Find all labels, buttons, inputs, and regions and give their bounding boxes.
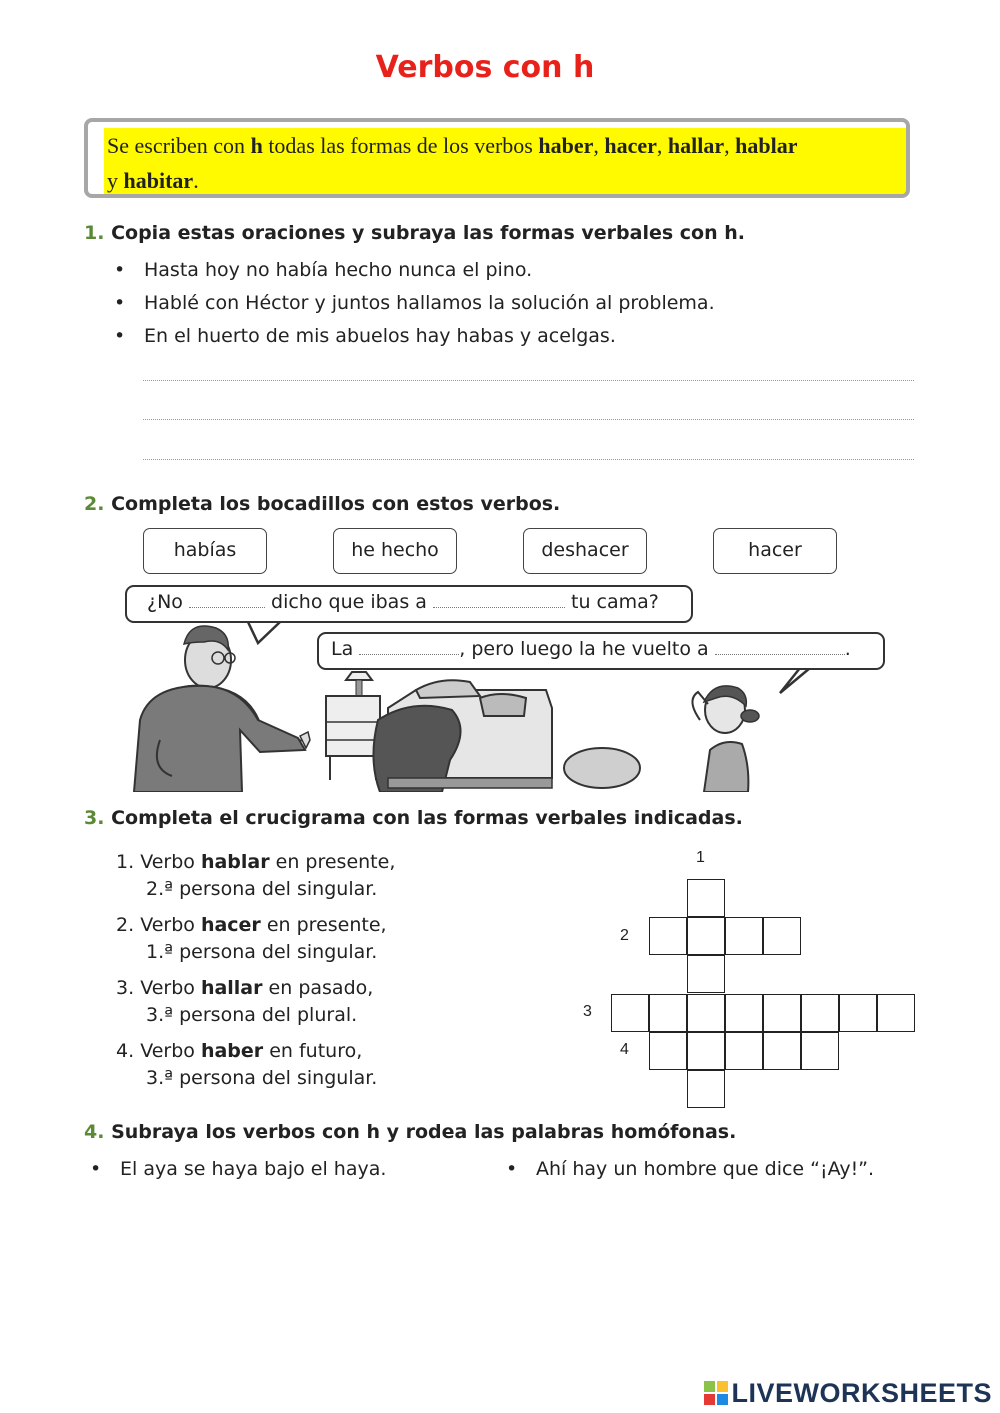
crossword-cell[interactable] (649, 917, 687, 955)
crossword-cell[interactable] (763, 994, 801, 1032)
rug (564, 748, 640, 788)
clue-3: 3. Verbo hallar en pasado, 3.ª persona del plural. (116, 977, 374, 1026)
question-3-text: Completa el crucigrama con las formas verbales indicadas. (111, 807, 743, 829)
crossword-cell[interactable] (687, 1032, 725, 1070)
crossword-cell[interactable] (725, 994, 763, 1032)
question-2-number: 2. (84, 493, 105, 515)
question-1-heading (84, 222, 745, 244)
bubble-1-blank-2[interactable] (433, 589, 565, 608)
man-figure (134, 626, 310, 792)
question-3-number: 3. (84, 807, 105, 829)
crossword-cell[interactable] (687, 1070, 725, 1108)
crossword-cell[interactable] (725, 1032, 763, 1070)
crossword-cell[interactable] (801, 1032, 839, 1070)
crossword-cell[interactable] (839, 994, 877, 1032)
page-title: Verbos con h (375, 50, 595, 85)
girl-figure (692, 686, 759, 792)
liveworksheets-logo-icon (704, 1381, 728, 1405)
bed (373, 680, 552, 792)
speech-bubble-2 (317, 632, 885, 670)
q1-item-3: • En el huerto de mis abuelos hay habas y acelgas. (114, 325, 616, 347)
word-box-he-hecho[interactable]: he hecho (333, 528, 457, 574)
bubble-1-text-a: ¿No (147, 591, 183, 613)
crossword-cell[interactable] (801, 994, 839, 1032)
question-4-number: 4. (84, 1121, 105, 1143)
bubble-1-tail (248, 622, 280, 643)
crossword-number-4: 4 (620, 1041, 629, 1058)
answer-line-3[interactable] (143, 459, 914, 460)
rule-text: Se escriben con h todas las formas de los verbos haber, hacer, hallar, hablar y habitar. (107, 133, 798, 193)
crossword-cell[interactable] (687, 994, 725, 1032)
question-1-text: Copia estas oraciones y subraya las formas verbales con h. (111, 222, 745, 244)
crossword-number-3: 3 (583, 1003, 592, 1020)
question-2-heading (84, 493, 560, 515)
crossword-number-1: 1 (696, 849, 705, 866)
nightstand (326, 672, 380, 780)
question-3-heading (84, 807, 743, 829)
crossword-cell[interactable] (687, 879, 725, 917)
answer-line-1[interactable] (143, 380, 914, 381)
speech-bubble-1 (125, 585, 693, 623)
bubble-1-blank-1[interactable] (189, 589, 265, 608)
crossword-cell[interactable] (763, 1032, 801, 1070)
crossword-cell[interactable] (877, 994, 915, 1032)
crossword-cell[interactable] (649, 1032, 687, 1070)
word-box-hacer[interactable]: hacer (713, 528, 837, 574)
crossword-cell[interactable] (687, 917, 725, 955)
crossword-cell[interactable] (649, 994, 687, 1032)
clue-4: 4. Verbo haber en futuro, 3.ª persona del singular. (116, 1040, 378, 1089)
crossword-number-2: 2 (620, 927, 629, 944)
bubble-2-blank-1[interactable] (359, 636, 459, 655)
clue-1: 1. Verbo hablar en presente, 2.ª persona del singular. (116, 851, 396, 900)
bubble-2-text-a: La (331, 638, 354, 660)
answer-line-2[interactable] (143, 419, 914, 420)
crossword-cell[interactable] (763, 917, 801, 955)
question-2-text: Completa los bocadillos con estos verbos. (111, 493, 561, 515)
clue-2: 2. Verbo hacer en presente, 1.ª persona del singular. (116, 914, 387, 963)
q4-item-1: • El aya se haya bajo el haya. (90, 1158, 387, 1180)
question-4-text: Subraya los verbos con h y rodea las palabras homófonas. (111, 1121, 737, 1143)
bubble-2-blank-2[interactable] (715, 636, 845, 655)
bubble-2-text-c: . (844, 638, 851, 660)
q1-item-2: • Hablé con Héctor y juntos hallamos la solución al problema. (114, 292, 715, 314)
bubble-2-text-b: , pero luego la he vuelto a (459, 638, 709, 660)
crossword-cell[interactable] (687, 955, 725, 993)
q4-item-2: • Ahí hay un hombre que dice “¡Ay!”. (506, 1158, 875, 1180)
liveworksheets-logo: LIVEWORKSHEETS (704, 1378, 992, 1409)
crossword-cell[interactable] (611, 994, 649, 1032)
bubble-1-text-b: dicho que ibas a (271, 591, 427, 613)
word-box-deshacer[interactable]: deshacer (523, 528, 647, 574)
q1-item-1: • Hasta hoy no había hecho nunca el pino. (114, 259, 533, 281)
word-box-habias[interactable]: habías (143, 528, 267, 574)
question-4-heading (84, 1121, 736, 1143)
crossword-cell[interactable] (725, 917, 763, 955)
bubble-1-text-c: tu cama? (571, 591, 659, 613)
question-1-number: 1. (84, 222, 105, 244)
bubble-2-tail (780, 668, 810, 693)
